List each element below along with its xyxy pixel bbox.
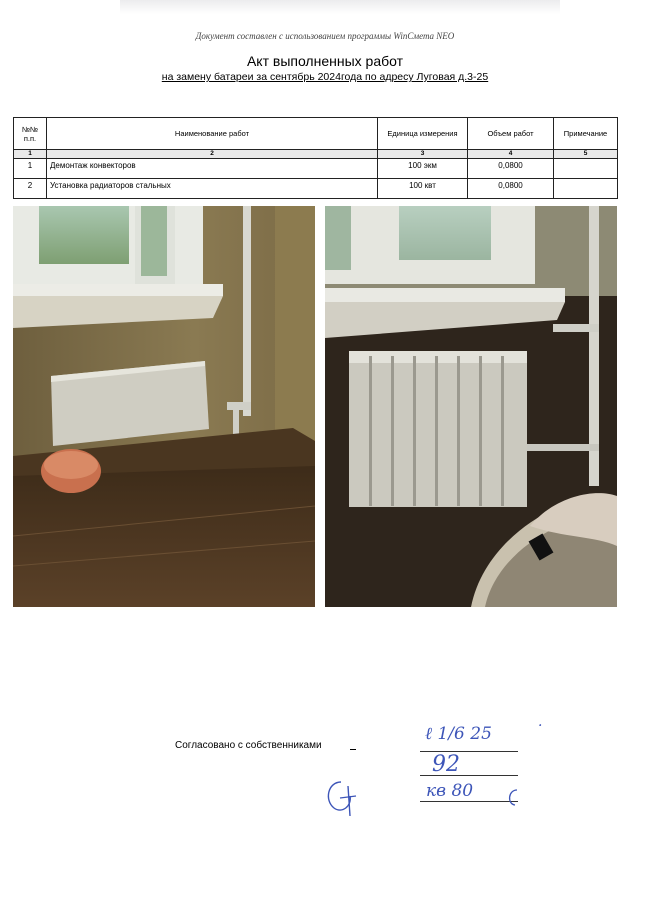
row-index: 2	[14, 179, 47, 199]
handwritten-date: ℓ 1/6 25	[425, 724, 492, 744]
row-unit: 100 экм	[378, 159, 468, 179]
row-work-name: Установка радиаторов стальных	[47, 179, 378, 199]
row-volume: 0,0800	[468, 159, 554, 179]
row-work-name: Демонтаж конвекторов	[47, 159, 378, 179]
row-index: 1	[14, 159, 47, 179]
row-unit: 100 квт	[378, 179, 468, 199]
header-note: Документ составлен с использованием программы WinСмета NEO	[195, 31, 455, 41]
approval-label: Согласовано с собственниками	[175, 740, 322, 751]
column-number: 5	[554, 150, 618, 159]
handwritten-apartment: кв 80	[426, 781, 474, 801]
column-number: 2	[47, 150, 378, 159]
column-number: 4	[468, 150, 554, 159]
header-note: Примечание	[554, 118, 618, 150]
column-number: 1	[14, 150, 47, 159]
header-number: №№ п.п.	[14, 118, 47, 150]
handwritten-mark: ·	[538, 718, 543, 734]
row-volume: 0,0800	[468, 179, 554, 199]
header-work-name: Наименование работ	[47, 118, 378, 150]
document-title: Акт выполненных работ	[246, 53, 404, 69]
handwritten-number: 92	[432, 752, 460, 777]
header-unit: Единица измерения	[378, 118, 468, 150]
column-number: 3	[378, 150, 468, 159]
header-volume: Объем работ	[468, 118, 554, 150]
document-subtitle: на замену батареи за сентябрь 2024года по адресу Луговая д.3-25	[161, 71, 489, 83]
